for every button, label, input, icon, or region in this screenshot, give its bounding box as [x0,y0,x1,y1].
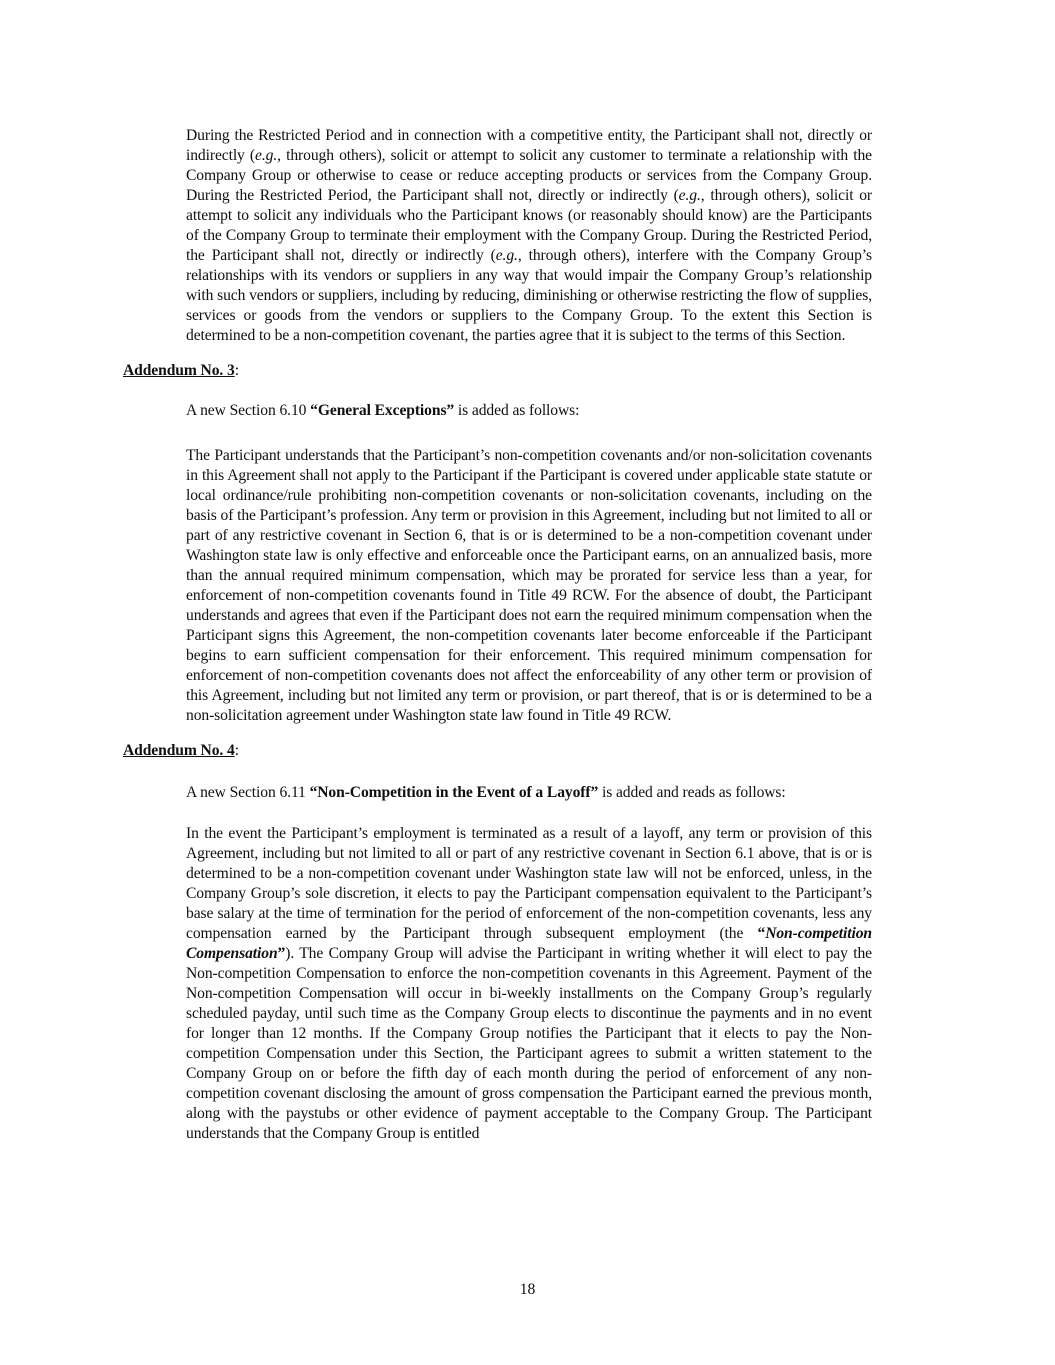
paragraph-non-solicitation: During the Restricted Period and in connection with a competitive entity, the Participant shall not, directly or indirectly (e.g., through others), solicit or attempt to solicit any customer to terminate a relationship with the Company Group or otherwise to cease or reduce accepting products or services from the Company Group. During the Restricted Period, the Participant shall not, directly or indirectly (e.g., through others), solicit or attempt to solicit any individuals who the Participant knows (or reasonably should know) are the Participants of the Company Group to terminate their employment with the Company Group. During the Restricted Period, the Participant shall not, directly or indirectly (e.g., through others), interfere with the Company Group’s relationships with its vendors or suppliers in any way that would impair the Company Group’s relationship with such vendors or suppliers, including by reducing, diminishing or otherwise restricting the flow of supplies, services or goods from the vendors or suppliers to the Company Group. To the extent this Section is determined to be a non-competition covenant, the parties agree that it is subject to the terms of this Section. [186,127,873,344]
intro-section-6-10: A new Section 6.10 “General Exceptions” is added as follows: [186,402,580,419]
heading-addendum-3: Addendum No. 3: [123,362,239,379]
paragraph-general-exceptions: The Participant understands that the Participant’s non-competition covenants and/or non-solicitation covenants in this Agreement shall not apply to the Participant if the Participant is covered under applicable state statute or local ordinance/rule prohibiting non-competition covenants or non-solicitation covenants, including on the basis of the Participant’s profession. Any term or provision in this Agreement, including but not limited to all or part of any restrictive covenant in Section 6, that is or is determined to be a non-competition covenant under Washington state law is only effective and enforceable once the Participant earns, on an annualized basis, more than the annual required minimum compensation, which may be prorated for service less than a year, for enforcement of non-competition covenants found in Title 49 RCW. For the absence of doubt, the Participant understands and agrees that even if the Participant does not earn the required minimum compensation when the Participant signs this Agreement, the non-competition covenants later become enforceable if the Participant begins to earn sufficient compensation for their enforcement. This required minimum compensation for enforcement of non-competition covenants does not affect the enforceability of any other term or provision of this Agreement, including but not limited any term or provision, or part thereof, that is or is determined to be a non-solicitation agreement under Washington state law found in Title 49 RCW. [186,447,872,724]
paragraph-layoff-non-competition: In the event the Participant’s employment is terminated as a result of a layoff, any term or provision of this Agreement, including but not limited to all or part of any restrictive covenant in Section 6.1 above, that is or is determined to be a non-competition covenant under Washington state law will not be enforced, unless, in the Company Group’s sole discretion, it elects to pay the Participant compensation equivalent to the Participant’s base salary at the time of termination for the period of enforcement of the non-competition covenants, less any compensation earned by the Participant through subsequent employment (the “Non-competition Compensation”). The Company Group will advise the Participant in writing whether it will elect to pay the Non-competition Compensation to enforce the non-competition covenants in this Agreement. Payment of the Non-competition Compensation will occur in bi-weekly installments on the Company Group’s regularly scheduled payday, until such time as the Company Group elects to discontinue the payments and in no event for longer than 12 months. If the Company Group notifies the Participant that it elects to pay the Non-competition Compensation under this Section, the Participant agrees to submit a written statement to the Company Group on or before the fifth day of each month during the period of enforcement of any non-competition covenant disclosing the amount of gross compensation the Participant earned the previous month, along with the paystubs or other evidence of payment acceptable to the Company Group. The Participant understands that the Company Group is entitled [186,825,872,1142]
page-content [123,0,872,1144]
intro-section-6-11: A new Section 6.11 “Non-Competition in the Event of a Layoff” is added and reads as follows: [186,784,786,801]
heading-addendum-4: Addendum No. 4: [123,742,239,759]
page-number: 18 [519,1281,536,1298]
